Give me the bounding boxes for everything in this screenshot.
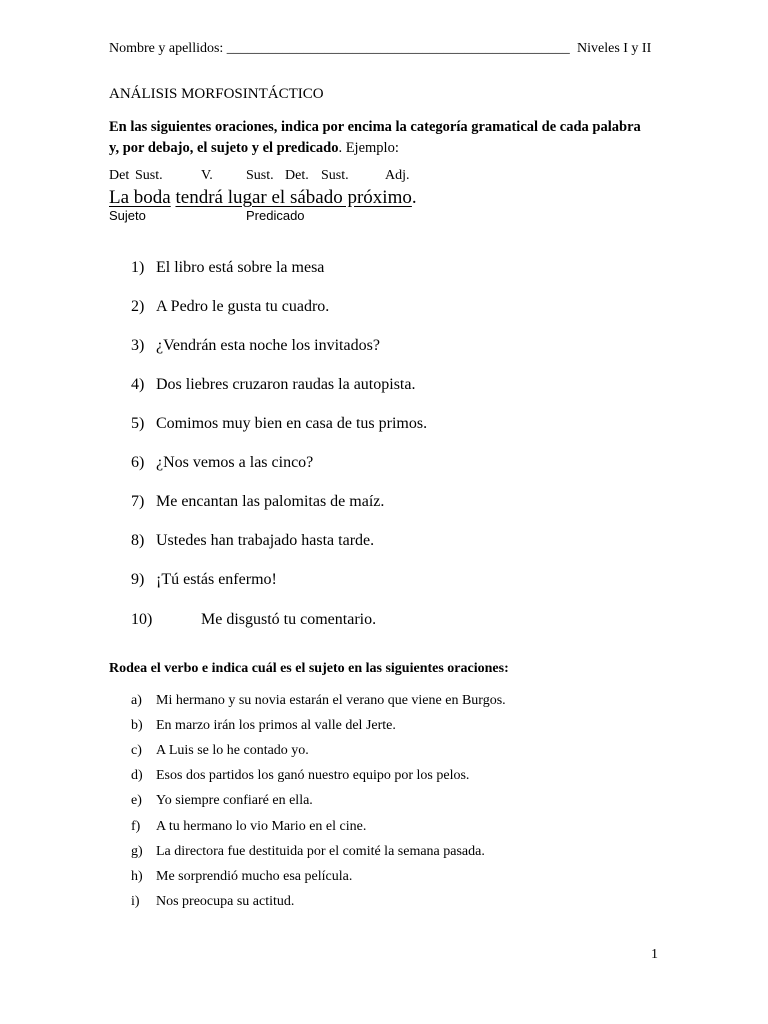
- item-text: ¿Vendrán esta noche los invitados?: [156, 337, 380, 354]
- item-number: 10): [131, 611, 153, 628]
- item-number: 8): [131, 532, 145, 549]
- category-label: Sust.: [246, 168, 274, 183]
- item-text: ¡Tú estás enfermo!: [156, 571, 277, 588]
- item-text: Dos liebres cruzaron raudas la autopista.: [156, 376, 416, 393]
- category-label: Sust.: [135, 168, 163, 183]
- item-text: Nos preocupa su actitud.: [156, 894, 295, 909]
- item-number: 4): [131, 376, 145, 393]
- item-letter: d): [131, 768, 143, 783]
- predicate-label: Predicado: [246, 208, 305, 223]
- item-text: La directora fue destituida por el comité la semana pasada.: [156, 844, 485, 859]
- item-letter: h): [131, 869, 143, 884]
- item-text: A Luis se lo he contado yo.: [156, 743, 309, 758]
- item-text: Me disgustó tu comentario.: [201, 611, 377, 628]
- item-text: A tu hermano lo vio Mario en el cine.: [156, 819, 367, 834]
- item-text: Esos dos partidos los ganó nuestro equipo por los pelos.: [156, 768, 470, 783]
- item-text: Mi hermano y su novia estarán el verano que viene en Burgos.: [156, 693, 506, 708]
- example-subject: La boda: [109, 187, 171, 208]
- item-number: 7): [131, 493, 145, 510]
- item-text: En marzo irán los primos al valle del Jerte.: [156, 718, 396, 733]
- item-text: Me sorprendió mucho esa película.: [156, 869, 353, 884]
- item-number: 9): [131, 571, 145, 588]
- item-letter: i): [131, 894, 140, 909]
- level-label: Niveles I y II: [577, 41, 652, 56]
- category-label: Det: [109, 168, 130, 183]
- category-label: V.: [201, 168, 213, 183]
- page-number: 1: [651, 947, 658, 962]
- example-sentence: [109, 187, 417, 209]
- item-letter: f): [131, 819, 141, 834]
- item-number: 5): [131, 415, 145, 432]
- instructions: [109, 117, 649, 159]
- item-letter: b): [131, 718, 143, 733]
- page-title: ANÁLISIS MORFOSINTÁCTICO: [109, 86, 324, 102]
- item-text: Me encantan las palomitas de maíz.: [156, 493, 385, 510]
- category-label: Sust.: [321, 168, 349, 183]
- item-number: 6): [131, 454, 145, 471]
- section-heading: Rodea el verbo e indica cuál es el sujeto en las siguientes oraciones:: [109, 661, 509, 676]
- instructions-tail: . Ejemplo:: [338, 140, 399, 156]
- item-text: ¿Nos vemos a las cinco?: [156, 454, 314, 471]
- item-text: Yo siempre confiaré en ella.: [156, 793, 313, 808]
- subject-label: Sujeto: [109, 208, 146, 223]
- name-field-label: Nombre y apellidos: _________________________________________________: [109, 41, 570, 56]
- example-period: .: [411, 187, 417, 208]
- example-predicate: tendrá lugar el sábado próximo: [175, 187, 412, 208]
- instructions-bold: En las siguientes oraciones, indica por encima la categoría gramatical de cada palabra y, por debajo, el sujeto y el predicado: [109, 119, 641, 156]
- item-letter: c): [131, 743, 142, 758]
- item-text: Ustedes han trabajado hasta tarde.: [156, 532, 375, 549]
- item-text: Comimos muy bien en casa de tus primos.: [156, 415, 428, 432]
- item-text: A Pedro le gusta tu cuadro.: [156, 298, 330, 315]
- item-number: 1): [131, 259, 145, 276]
- category-label: Adj.: [385, 168, 410, 183]
- item-letter: e): [131, 793, 142, 808]
- item-letter: a): [131, 693, 142, 708]
- item-number: 2): [131, 298, 145, 315]
- item-text: El libro está sobre la mesa: [156, 259, 325, 276]
- item-letter: g): [131, 844, 143, 859]
- category-label: Det.: [285, 168, 309, 183]
- item-number: 3): [131, 337, 145, 354]
